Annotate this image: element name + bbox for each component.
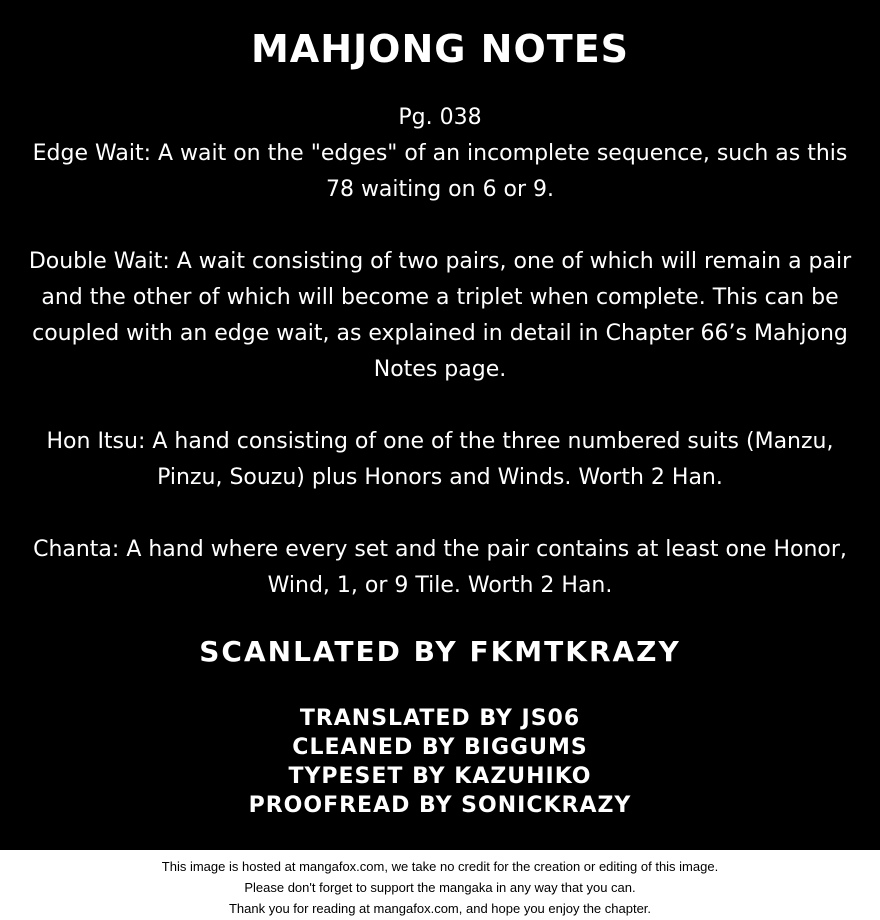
footer-line: Please don't forget to support the mangaka in any way that you can. <box>244 880 636 895</box>
note-hon-itsu: Hon Itsu: A hand consisting of one of the three numbered suits (Manzu, Pinzu, Souzu) plus Honors and Winds. Worth 2 Han. <box>46 429 834 490</box>
page-title: MAHJONG NOTES <box>250 27 630 71</box>
note-double-wait: Double Wait: A wait consisting of two pairs, one of which will remain a pair and the other of which will become a triplet when complete. This can be coupled with an edge wait, as explained in detail in Chapter 66’s Mahjong Notes page. <box>28 249 852 382</box>
page-number: Pg. 038 <box>398 105 482 130</box>
notes-body <box>20 100 860 640</box>
scanlation-credit: SCANLATED BY FKMTKRAZY <box>199 635 681 668</box>
footer-line: Thank you for reading at mangafox.com, and hope you enjoy the chapter. <box>228 901 652 916</box>
hosting-footer <box>0 850 880 920</box>
credit-proofreader: PROOFREAD BY SONICKRAZY <box>248 793 632 818</box>
credit-typesetter: TYPESET BY KAZUHIKO <box>288 764 592 789</box>
credit-translator: TRANSLATED BY JS06 <box>299 706 581 731</box>
credit-cleaner: CLEANED BY BIGGUMS <box>292 735 588 760</box>
note-edge-wait: Edge Wait: A wait on the "edges" of an incomplete sequence, such as this 78 waiting on 6 or 9. <box>32 141 848 202</box>
footer-line: This image is hosted at mangafox.com, we take no credit for the creation or editing of this image. <box>161 859 719 874</box>
note-chanta: Chanta: A hand where every set and the pair contains at least one Honor, Wind, 1, or 9 Tile. Worth 2 Han. <box>33 537 847 598</box>
credits-list <box>0 704 880 820</box>
